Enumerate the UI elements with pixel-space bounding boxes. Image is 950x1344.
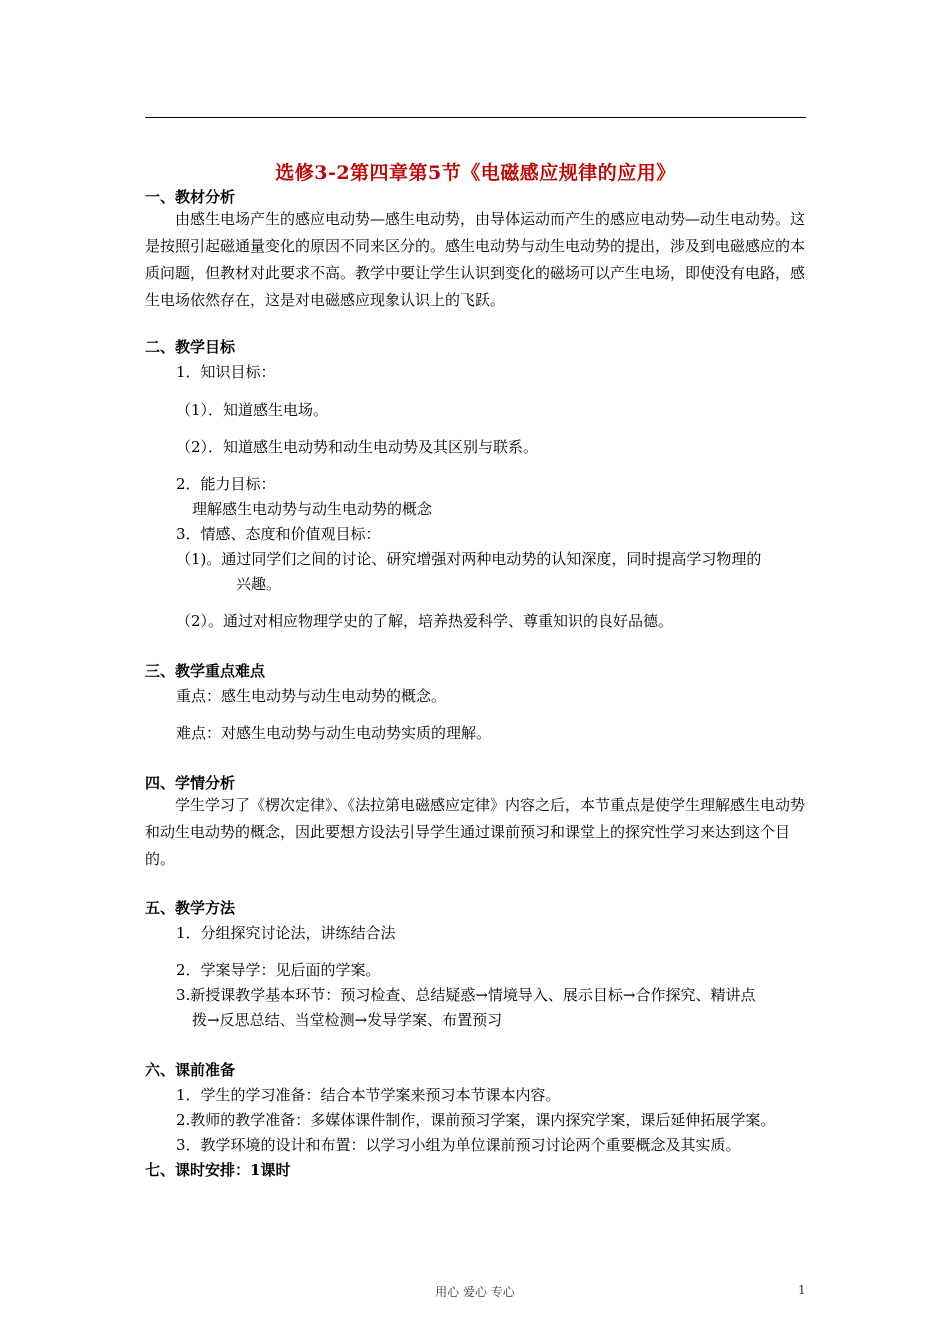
section-1-heading: 一、教材分析 — [145, 188, 236, 206]
emotion-goal-title: 3．情感、态度和价值观目标： — [176, 525, 381, 543]
knowledge-goal-title: 1．知识目标： — [176, 363, 276, 381]
section-6-heading: 六、课前准备 — [145, 1061, 236, 1079]
knowledge-goal-1: （1）．知道感生电场。 — [176, 401, 329, 419]
section-4-body — [145, 792, 806, 873]
method-3-cont: 拨→反思总结、当堂检测→发导学案、布置预习 — [192, 1011, 503, 1029]
emotion-goal-2: （2）。通过对相应物理学史的了解，培养热爱科学、尊重知识的良好品德。 — [176, 612, 674, 630]
section-7-heading: 七、课时安排：1课时 — [145, 1161, 291, 1179]
knowledge-goal-2: （2）．知道感生电动势和动生电动势及其区别与联系。 — [176, 438, 539, 456]
prep-3: 3．教学环境的设计和布置：以学习小组为单位课前预习讨论两个重要概念及其实质。 — [176, 1136, 741, 1154]
section-4-text: 学生学习了《楞次定律》、《法拉第电磁感应定律》内容之后，本节重点是使学生理解感生电动势和动生电动势的概念，因此要想方设法引导学生通过课前预习和课堂上的探究性学习来达到这个目的。 — [145, 796, 806, 868]
ability-goal-1: 理解感生电动势与动生电动势的概念 — [192, 500, 433, 518]
ability-goal-title: 2．能力目标： — [176, 475, 276, 493]
header-rule — [145, 117, 806, 118]
section-5-heading: 五、教学方法 — [145, 899, 236, 917]
emotion-goal-1: （1)。通过同学们之间的讨论、研究增强对两种电动势的认知深度，同时提高学习物理的 — [176, 550, 762, 568]
method-1: 1．分组探究讨论法，讲练结合法 — [176, 924, 396, 942]
section-3-heading: 三、教学重点难点 — [145, 662, 266, 680]
section-4-heading: 四、学情分析 — [145, 774, 236, 792]
difficult-point: 难点：对感生电动势与动生电动势实质的理解。 — [176, 724, 492, 742]
footer-text: 用心 爱心 专心 — [435, 1285, 515, 1299]
page-number: 1 — [798, 1283, 806, 1297]
key-point: 重点：感生电动势与动生电动势的概念。 — [176, 687, 447, 705]
section-2-heading: 二、教学目标 — [145, 338, 236, 356]
section-1-body — [145, 206, 806, 314]
section-1-text: 由感生电场产生的感应电动势—感生电动势，由导体运动而产生的感应电动势—动生电动势。这是按照引起磁通量变化的原因不同来区分的。感生电动势与动生电动势的提出，涉及到电磁感应的本质问题，但教材对此要求不高。教学中要让学生认识到变化的磁场可以产生电场，即使没有电路，感生电场依然存在，这是对电磁感应现象认识上的飞跃。 — [145, 210, 806, 309]
prep-1: 1．学生的学习准备：结合本节学案来预习本节课本内容。 — [176, 1086, 561, 1104]
method-2: 2．学案导学：见后面的学案。 — [176, 961, 381, 979]
page-title: 选修3-2第四章第5节《电磁感应规律的应用》 — [275, 162, 676, 184]
method-3: 3.新授课教学基本环节：预习检查、总结疑惑→情境导入、展示目标→合作探究、精讲点 — [176, 986, 756, 1004]
emotion-goal-1-cont: 兴趣。 — [236, 575, 282, 593]
prep-2: 2.教师的教学准备：多媒体课件制作，课前预习学案，课内探究学案，课后延伸拓展学案。 — [176, 1111, 776, 1129]
